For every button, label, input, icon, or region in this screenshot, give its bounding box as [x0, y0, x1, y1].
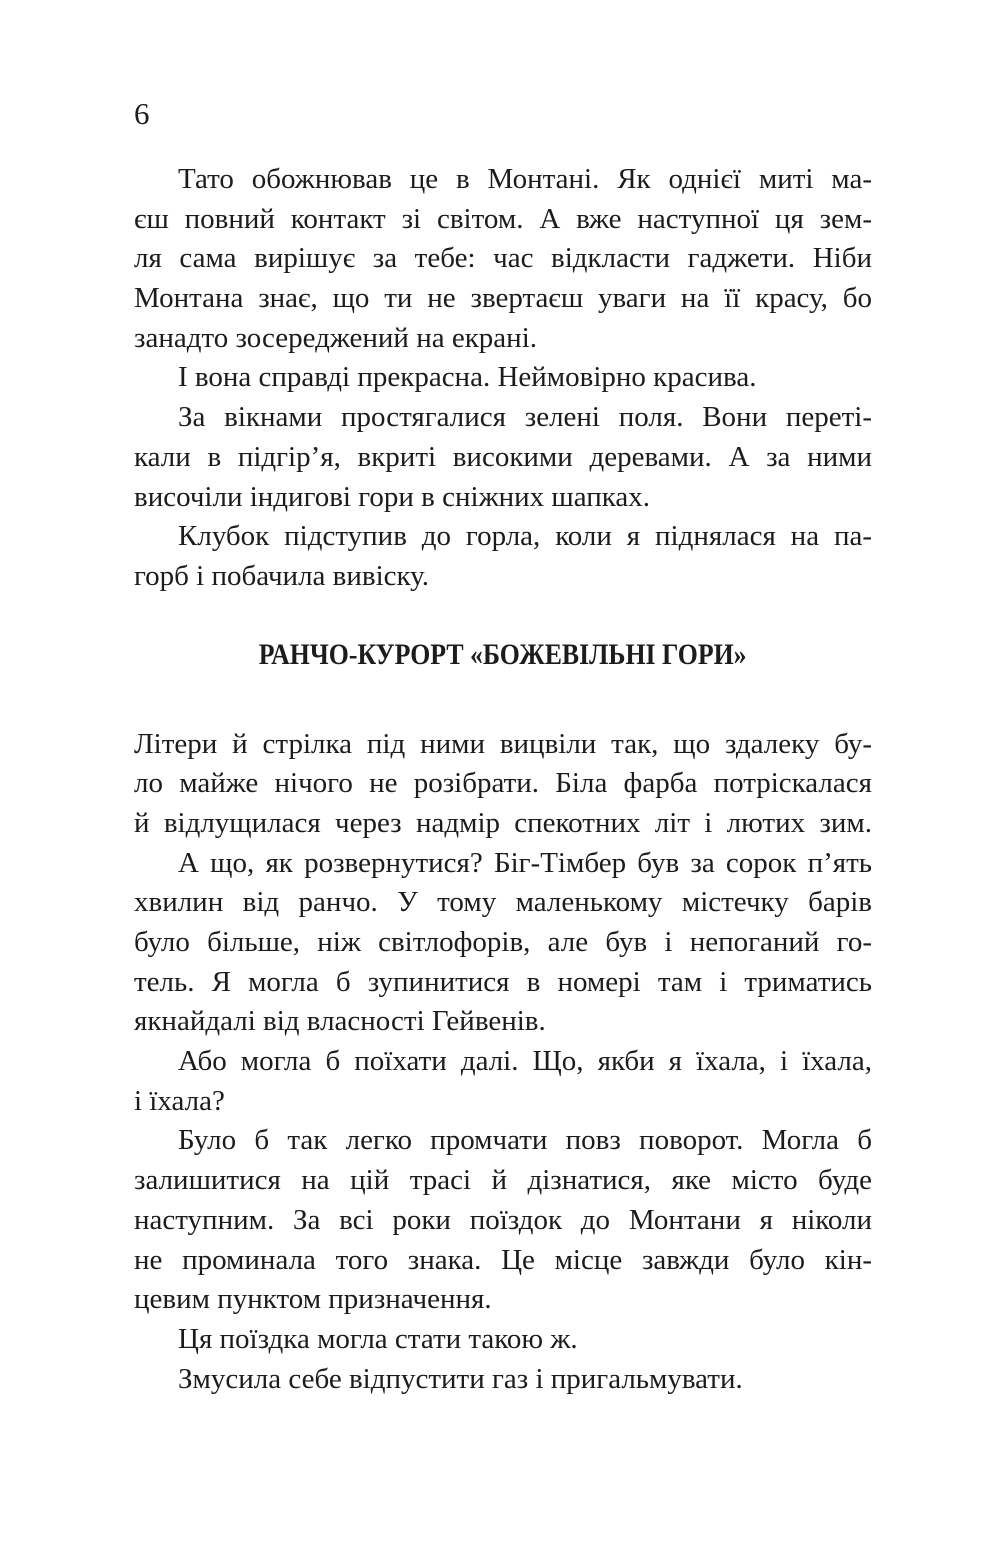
text-line: Монтана знає, що ти не звертаєш уваги на її красу, бо: [134, 282, 872, 315]
text-line: ля сама вирішує за тебе: час відкласти гаджети. Ніби: [134, 242, 872, 275]
text-line: Було б так легко промчати повз поворот. Могла б: [178, 1124, 872, 1157]
text-line: За вікнами простягалися зелені поля. Вони переті-: [178, 401, 872, 434]
paragraph: [134, 517, 872, 596]
text-line: кали в підгір’я, вкриті високими деревами. А за ними: [134, 440, 872, 473]
text-line: хвилин від ранчо. У тому маленькому містечку барів: [134, 886, 872, 919]
page-number: 6: [134, 96, 150, 131]
text-line: Клубок підступив до горла, коли я піднялася на па-: [178, 520, 872, 553]
text-line: наступним. За всі роки поїздок до Монтани я ніколи: [134, 1203, 872, 1236]
text-line: якнайдалі від власності Гейвенів.: [134, 1005, 546, 1038]
text-line: й відлущилася через надмір спекотних літ і лютих зим.: [134, 806, 872, 839]
text-line: не проминала того знака. Це місце завжди було кін-: [134, 1243, 872, 1276]
text-line: Літери й стрілка під ними вицвіли так, що здалеку бу-: [134, 727, 872, 760]
text-line: ло майже нічого не розібрати. Біла фарба потріскалася: [134, 767, 872, 800]
text-line: І вона справді прекрасна. Неймовірно красива.: [178, 361, 757, 394]
text-line: Ця поїздка могла стати такою ж.: [178, 1322, 578, 1355]
text-line: тель. Я могла б зупинитися в номері там і триматись: [134, 965, 872, 998]
text-line: залишитися на цій трасі й дізнатися, яке місто буде: [134, 1164, 872, 1197]
text-line: єш повний контакт зі світом. А вже наступної ця зем-: [134, 202, 872, 235]
text-line: Тато обожнював це в Монтані. Як однієї миті ма-: [178, 163, 872, 195]
text-line: занадто зосереджений на екрані.: [134, 321, 537, 354]
text-line: цевим пунктом призначення.: [134, 1283, 492, 1316]
text-line: горб і побачила вивіску.: [134, 559, 430, 592]
paragraph: [134, 398, 872, 517]
text-line: і їхала?: [134, 1084, 225, 1117]
section-heading: [134, 635, 872, 675]
text-line: А що, як розвернутися? Біг-Тімбер був за сорок п’ять: [178, 846, 872, 879]
paragraph: [134, 725, 872, 844]
text-line: Змусила себе відпустити газ і пригальмувати.: [178, 1362, 743, 1395]
section-heading-text: РАНЧО-КУРОРТ «БОЖЕВІЛЬНІ ГОРИ»: [259, 637, 747, 671]
paragraph: [134, 358, 872, 398]
text-line: височіли індигові гори в сніжних шапках.: [134, 480, 651, 513]
paragraph: [134, 1121, 872, 1319]
paragraph: [134, 1360, 872, 1400]
text-column: [134, 160, 872, 1399]
paragraph: [134, 1320, 872, 1360]
paragraph: [134, 1042, 872, 1121]
text-line: було більше, ніж світлофорів, але був і непоганий го-: [134, 926, 872, 958]
paragraph: [134, 160, 872, 358]
text-line: Або могла б поїхати далі. Що, якби я їхала, і їхала,: [178, 1045, 872, 1078]
paragraph: [134, 844, 872, 1042]
